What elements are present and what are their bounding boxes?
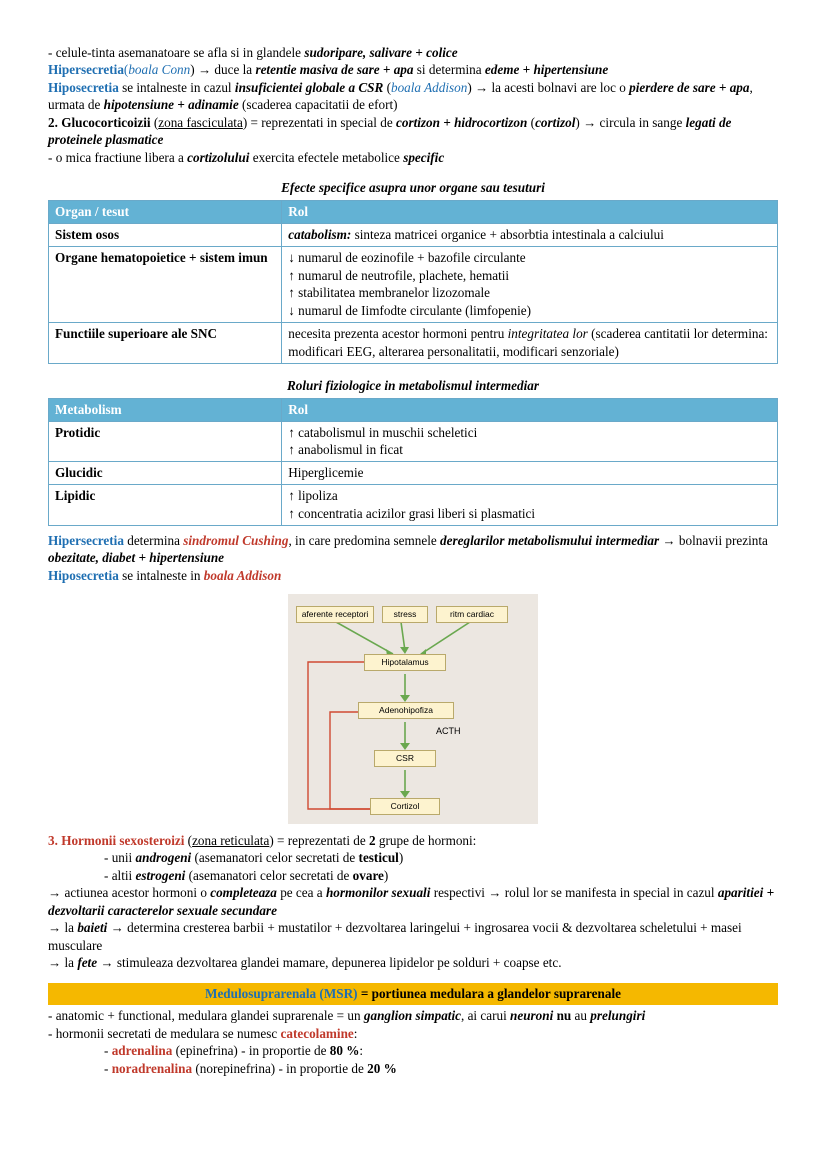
text: ↓ numarul de eozinofile + bazofile circulante [288,249,526,265]
bullet-adrenalina [48,1042,778,1059]
text: → actiunea acestor hormoni o [48,885,211,901]
term-hiposecretia: Hiposecretia [48,567,119,583]
banner-subtitle: = portiunea medulara a glandelor suprarenale [357,986,621,1002]
text: grupe de hormoni: [375,832,477,848]
text: - hormonii secretati de medulara se numesc [48,1025,281,1041]
banner-title: Medulosuprarenala (MSR) [205,986,358,1002]
text-emphasis: fete [77,954,98,970]
table1-cell-rol [282,223,778,246]
term-boala-addison: boala Addison [390,79,468,95]
text: respectivi → rolul lor se manifesta in special in cazul [430,885,718,901]
table-row [49,421,778,462]
text-emphasis: dereglarilor metabolismului intermediar [440,532,660,548]
table-row [49,485,778,526]
text-emphasis: aparitiei + dezvoltarii caracterelor sexuale secundare [48,885,775,918]
paragraph-hiposecretia-addison [48,79,778,114]
text: ( [150,114,159,130]
text: se intalneste in [118,567,204,583]
table1-header-organ: Organ / tesut [49,200,282,223]
term-boala-conn: boala Conn [128,62,191,78]
text: ) [383,867,389,883]
diagram-node-hipotalamus: Hipotalamus [364,654,446,671]
text-emphasis: edeme + hipertensiune [484,62,609,78]
term-adrenalina: adrenalina [111,1043,173,1059]
diagram-node-aferente-receptori: aferente receptori [296,606,374,623]
text: ↑ anabolismul in ficat [288,442,403,458]
table-row [49,246,778,322]
text-emphasis: sudoripare, salivare + colice [304,45,458,60]
bullet-androgeni [48,849,778,866]
table1-caption: Efecte specifice asupra unor organe sau tesuturi [281,179,545,195]
text: - altii [104,867,136,883]
table2-header-rol: Rol [282,398,778,421]
text-emphasis: hormonilor sexuali [325,885,431,901]
text: ) → circula in sange [575,114,686,130]
table1-cell-rol [282,323,778,364]
paragraph-la-fete [48,954,778,971]
table2-cell-rol [282,421,778,462]
table1-cell-organ: Sistem osos [49,223,282,246]
text-emphasis: retentie masiva de sare + apa [255,62,414,78]
text: ) [398,850,404,866]
text: - [104,1060,112,1076]
text: ) → duce la [190,62,256,78]
text: ↑ concentratia acizilor grasi liberi si plasmatici [288,505,536,521]
text: si determina [413,62,485,78]
diagram-node-csr: CSR [374,750,436,767]
table-efecte-specifice [48,200,778,364]
text-emphasis: androgeni [135,850,192,866]
table-header-row [49,398,778,421]
text: , in care predomina semnele [288,532,441,548]
text-emphasis: nu [556,1008,572,1024]
term-sindromul-cushing: sindromul Cushing [183,532,289,548]
table-row [49,223,778,246]
text-emphasis: obezitate, diabet + hipertensiune [48,550,225,566]
text: (scaderea cantitatii lor determina: modificari EEG, alterarea personalitatii, modificari senzoriale) [288,326,768,359]
paragraph-hipersecretia-conn [48,61,778,78]
text-emphasis: testicul [358,850,399,866]
text-emphasis: cortizolului [187,149,250,165]
text-emphasis: integritatea lor [507,326,588,342]
text: ↑ catabolismul in muschii scheletici [288,424,478,440]
diagram-axa-hipotalamo-hipofizara [288,594,538,824]
text-emphasis: baieti [77,920,108,936]
paragraph-glucocorticoizii [48,114,778,149]
text: - o mica fractiune libera a [48,149,188,165]
text-emphasis: cortizon + hidrocortizon [396,114,528,130]
text: au [571,1008,591,1024]
heading-glucocorticoizii: 2. Glucocorticoizii [48,114,151,130]
text: - [104,1043,112,1059]
term-hipersecretia: Hipersecretia [48,532,124,548]
paragraph-hiposecretia-addison-2 [48,567,778,584]
text-emphasis: pierdere de sare + apa [629,79,750,95]
text-emphasis: hipotensiune + adinamie [103,97,239,113]
text-emphasis: 80 % [329,1043,360,1059]
text: : [359,1043,364,1059]
diagram-node-adenohipofiza: Adenohipofiza [358,702,454,719]
table1-cell-organ: Functiile superioare ale SNC [49,323,282,364]
table2-header-metabolism: Metabolism [49,398,282,421]
diagram-node-stress: stress [382,606,428,623]
text: (asemanatori celor secretati de [185,867,353,883]
text: ( [123,62,129,78]
text: exercita efectele metabolice [249,149,404,165]
text-emphasis: legati de proteinele plasmatice [48,114,732,148]
paragraph-catecolamine [48,1025,778,1042]
table-header-row [49,200,778,223]
text: ( [527,114,536,130]
paragraph-la-baieti [48,919,778,954]
text-emphasis: specific [403,149,445,165]
text: ( [383,79,391,95]
text-emphasis: completeaza [210,885,277,901]
paragraph-hormonii-sexosteroizi [48,832,778,849]
bullet-estrogeni [48,867,778,884]
table-row [49,323,778,364]
text: ↑ lipoliza [288,488,338,504]
text: Hiperglicemie [288,465,364,481]
paragraph-celule-tinta [48,44,778,61]
text: - unii [104,850,136,866]
text-emphasis: insuficientei globale a CSR [234,79,384,95]
text: → la [48,920,78,936]
paragraph-actiunea-hormonilor [48,884,778,919]
text: (scaderea capacitatii de efort) [238,97,398,113]
text-emphasis: ganglion simpatic [363,1008,461,1024]
text-emphasis: catabolism: [288,226,352,242]
text: (asemanatori celor secretati de [191,850,359,866]
text: → stimuleaza dezvoltarea glandei mamare, depunerea lipidelor pe solduri + coapse etc. [97,954,562,970]
term-zona-reticulata: zona reticulata [192,832,270,848]
term-noradrenalina: noradrenalina [111,1060,193,1076]
diagram-node-cortizol: Cortizol [370,798,440,815]
text: - celule-tinta asemanatoare se afla si in glandele [48,45,305,60]
table-roluri-fiziologice [48,398,778,526]
term-zona-fasciculata: zona fasciculata [158,114,243,130]
text: (norepinefrina) - in proportie de [192,1060,368,1076]
section-banner-medulosuprarenala [48,983,778,1005]
text-emphasis: estrogeni [135,867,186,883]
text: sinteza matricei organice + absorbtia intestinala a calciului [351,226,664,242]
text-emphasis: ovare [352,867,384,883]
text-emphasis: cortizol [535,114,576,130]
text: : [353,1025,358,1041]
table2-caption: Roluri fiziologice in metabolismul intermediar [286,377,540,393]
text: ) = reprezentati de [269,832,370,848]
text: - anatomic + functional, medulara glandei suprarenale = un [48,1008,364,1024]
term-hiposecretia: Hiposecretia [48,79,119,95]
text-emphasis: prelungiri [590,1008,646,1024]
paragraph-ganglion-simpatic [48,1007,778,1024]
text-emphasis: 20 % [367,1060,397,1076]
text: pe cea a [276,885,326,901]
bullet-noradrenalina [48,1060,778,1077]
text: ↑ numarul de neutrofile, plachete, hematii [288,267,510,283]
paragraph-hipersecretia-cushing [48,532,778,567]
table2-cell-metabolism: Lipidic [49,485,282,526]
text: → bolnavii prezinta [659,532,768,548]
text: ) = reprezentati in special de [242,114,396,130]
text: , urmata de [48,79,753,113]
text-emphasis: neuroni [510,1008,554,1024]
text: determina [123,532,184,548]
text: , ai carui [460,1008,511,1024]
text: ) → la acesti bolnavi are loc o [467,79,630,95]
figure-wrapper [48,584,778,824]
table2-cell-metabolism: Protidic [49,421,282,462]
table2-cell-metabolism: Glucidic [49,462,282,485]
text: ↓ numarul de Iimfodte circulante (limfopenie) [288,303,532,319]
table2-cell-rol [282,485,778,526]
table-row [49,462,778,485]
text: necesita prezenta acestor hormoni pentru [288,326,508,342]
text-emphasis: 2 [369,832,376,848]
heading-hormonii-sexosteroizi: 3. Hormonii sexosteroizi [48,832,185,848]
term-hipersecretia: Hipersecretia [48,62,124,78]
text: ( [184,832,193,848]
table1-cell-organ: Organe hematopoietice + sistem imun [49,246,282,322]
text: → determina cresterea barbii + mustatilor + dezvoltarea laringelui + ingrosarea vocii & dezvoltarea scheletului + masei musculare [48,920,742,953]
text: (epinefrina) - in proportie de [172,1043,330,1059]
diagram-node-ritm-cardiac: ritm cardiac [436,606,508,623]
text: ↑ stabilitatea membranelor lizozomale [288,285,491,301]
table2-cell-rol [282,462,778,485]
term-boala-addison: boala Addison [203,567,282,583]
paragraph-fractiune-libera [48,149,778,166]
diagram-label-acth: ACTH [436,725,461,736]
term-catecolamine: catecolamine [280,1025,354,1041]
text: se intalneste in cazul [118,79,235,95]
text: → la [48,954,78,970]
table1-cell-rol [282,246,778,322]
table1-header-rol: Rol [282,200,778,223]
